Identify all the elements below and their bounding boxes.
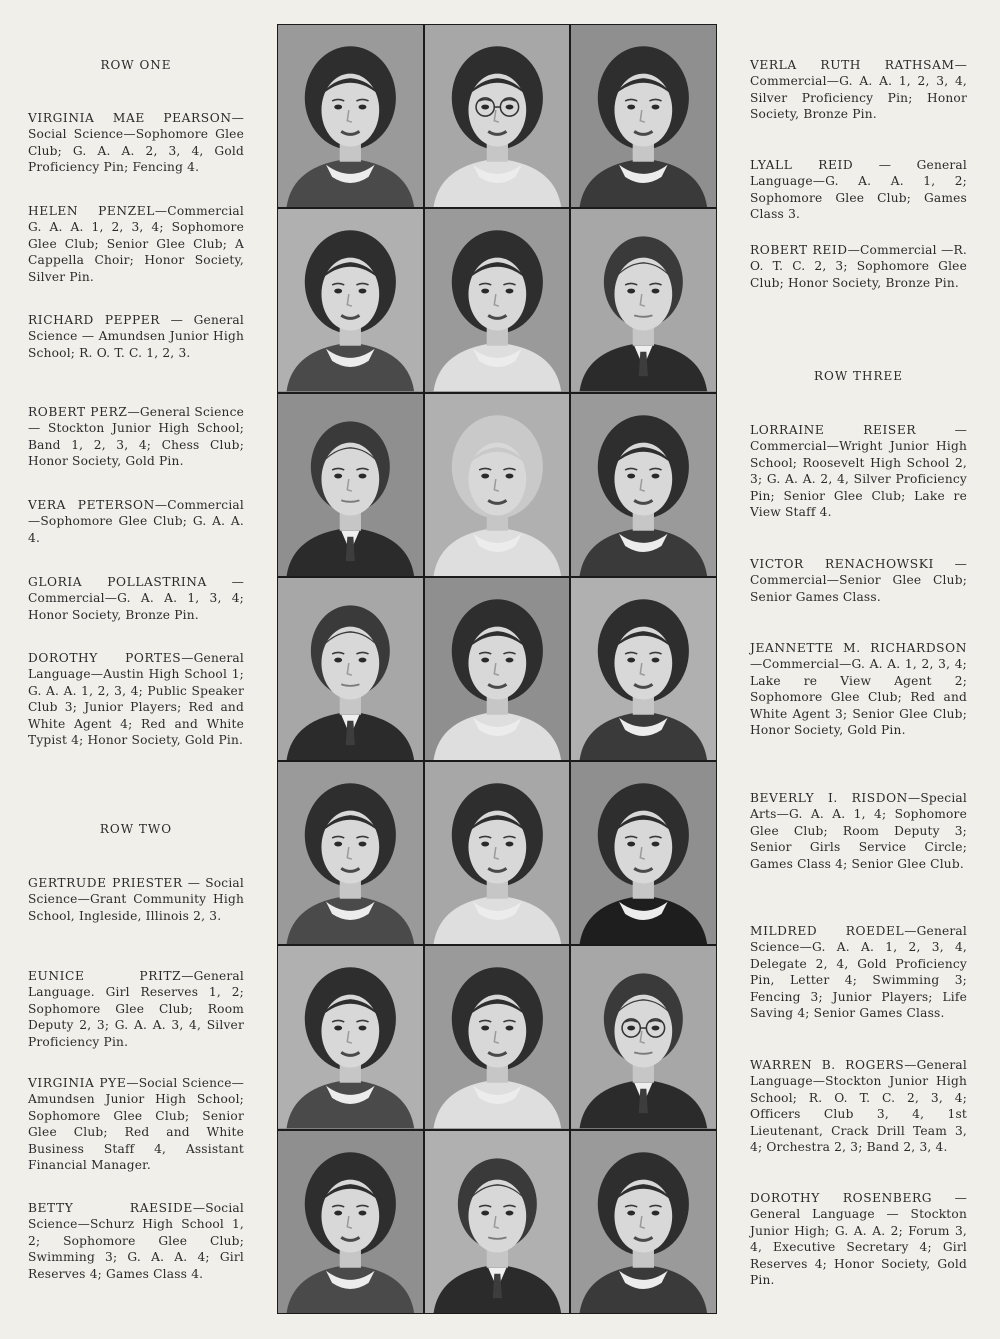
entry-lyall-reid	[750, 157, 967, 223]
entry-details: —Social Science—Schurz High School 1, 2; Sophomore Glee Club; Swimming 3; G. A. A. 4; Girl Reserves 4; Games Class 4.	[28, 1201, 244, 1281]
entry-virginia-pye	[28, 1075, 244, 1173]
entry-mildred-roedel	[750, 923, 967, 1021]
entry-verla-ruth-rathsam	[750, 57, 967, 123]
entry-jeannette-m-richardson	[750, 640, 967, 738]
entry-name: VERLA RUTH RATHSAM	[750, 58, 955, 72]
entry-name: RICHARD PEPPER	[28, 313, 161, 327]
entry-details: — Commercial—Wright Junior High School; Roosevelt High School 2, 3; G. A. A. 2, 4, Silver Proficiency Pin; Senior Glee Club; Lake re View Staff 4.	[750, 423, 967, 520]
student-portrait	[278, 209, 423, 391]
student-portrait	[278, 1131, 423, 1313]
entry-details: —General Science — Stockton Junior High School; Band 1, 2, 3, 4; Chess Club; Honor Society, Gold Pin.	[28, 405, 245, 469]
entry-name: GLORIA POLLASTRINA	[28, 575, 207, 589]
entry-eunice-pritz	[28, 968, 244, 1050]
entry-details: — General Language — Stockton Junior High; G. A. A. 2; Forum 3, 4, Executive Secretary 4; Girl Reserves 4; Honor Society, Gold Pin.	[750, 1191, 967, 1288]
entry-details: —General Language. Girl Reserves 1, 2; Sophomore Glee Club; Room Deputy 2, 3; G. A. A. 3, 4, Silver Proficiency Pin.	[28, 969, 244, 1049]
entry-name: VIRGINIA PYE	[28, 1076, 127, 1090]
entry-betty-raeside	[28, 1200, 244, 1282]
entry-details: —Commercial G. A. A. 1, 2, 3, 4; Sophomore Glee Club; Senior Glee Club; A Cappella Choir; Honor Society, Silver Pin.	[28, 204, 244, 284]
entry-name: LYALL REID	[750, 158, 854, 172]
entry-details: —Commercial—G. A. A. 1, 2, 3, 4; Lake re View Agent 2; Sophomore Glee Club; Red and White Agent 3; Senior Glee Club; Honor Society, Gold Pin.	[750, 657, 967, 738]
student-portrait	[571, 25, 716, 207]
entry-name: DOROTHY ROSENBERG	[750, 1191, 933, 1205]
entry-details: —General Science—G. A. A. 1, 2, 3, 4, Delegate 2, 4, Gold Proficiency Pin, Letter 4; Swimming 3; Fencing 3; Junior Players; Life Saving 4; Senior Games Class.	[750, 924, 967, 1021]
entry-name: ROBERT PERZ	[28, 405, 128, 419]
entry-name: LORRAINE REISER	[750, 423, 917, 437]
entry-details: — General Language—G. A. A. 1, 2; Sophomore Glee Club; Games Class 3.	[750, 158, 967, 222]
student-portrait	[278, 25, 423, 207]
portrait-grid	[277, 24, 717, 1314]
entry-name: ROBERT REID	[750, 243, 848, 257]
entry-details: — General Science — Amundsen Junior High School; R. O. T. C. 1, 2, 3.	[28, 313, 244, 360]
student-portrait	[425, 394, 570, 576]
entry-robert-reid	[750, 242, 967, 291]
entry-dorothy-portes	[28, 650, 244, 748]
student-portrait	[571, 1131, 716, 1313]
entry-vera-peterson	[28, 497, 244, 546]
entry-details: — Commercial—Senior Glee Club; Senior Games Class.	[750, 557, 967, 604]
student-portrait	[571, 394, 716, 576]
entry-beverly-i-risdon	[750, 790, 967, 872]
student-portrait	[425, 25, 570, 207]
entry-name: HELEN PENZEL	[28, 204, 155, 218]
entry-name: VIRGINIA MAE PEARSON	[28, 111, 232, 125]
entry-name: BEVERLY I. RISDON	[750, 791, 908, 805]
student-portrait	[278, 394, 423, 576]
entry-gertrude-priester	[28, 875, 244, 924]
student-portrait	[278, 762, 423, 944]
entry-details: —Social Science—Amundsen Junior High School; Sophomore Glee Club; Senior Glee Club; Red and White Business Staff 4, Assistant Financial Manager.	[28, 1076, 245, 1173]
row-one-heading: ROW ONE	[100, 58, 172, 72]
entry-details: —Special Arts—G. A. A. 1, 4; Sophomore Glee Club; Room Deputy 3; Senior Girls Service Circle; Games Class 4; Senior Glee Club.	[750, 791, 967, 871]
entry-name: MILDRED ROEDEL	[750, 924, 905, 938]
entry-name: JEANNETTE M. RICHARDSON	[750, 641, 967, 655]
entry-dorothy-rosenberg	[750, 1190, 967, 1288]
entry-name: DOROTHY PORTES	[28, 651, 182, 665]
entry-helen-penzel	[28, 203, 244, 285]
entry-details: —Social Science—Sophomore Glee Club; G. A. A. 2, 3, 4, Gold Proficiency Pin; Fencing 4.	[28, 111, 244, 175]
student-portrait	[571, 209, 716, 391]
entry-name: GERTRUDE PRIESTER	[28, 876, 183, 890]
entry-robert-perz	[28, 404, 244, 470]
student-portrait	[571, 578, 716, 760]
entry-details: —Commercial —R. O. T. C. 2, 3; Sophomore Glee Club; Honor Society, Bronze Pin.	[750, 243, 967, 290]
entry-name: EUNICE PRITZ	[28, 969, 182, 983]
entry-name: VICTOR RENACHOWSKI	[750, 557, 934, 571]
entry-details: — Social Science—Grant Community High School, Ingleside, Illinois 2, 3.	[28, 876, 244, 923]
entry-victor-renachowski	[750, 556, 967, 605]
entry-virginia-mae-pearson	[28, 110, 244, 176]
entry-name: WARREN B. ROGERS	[750, 1058, 905, 1072]
student-portrait	[425, 946, 570, 1128]
entry-richard-pepper	[28, 312, 244, 361]
entry-details: —General Language—Austin High School 1; G. A. A. 1, 2, 3, 4; Public Speaker Club 3; Junior Players; Red and White Agent 4; Red and White Typist 4; Honor Society, Gold Pin.	[28, 651, 244, 748]
student-portrait	[425, 1131, 570, 1313]
entry-gloria-pollastrina	[28, 574, 244, 623]
entry-details: —Commercial—Sophomore Glee Club; G. A. A. 4.	[28, 498, 244, 545]
student-portrait	[571, 762, 716, 944]
entry-name: VERA PETERSON	[28, 498, 155, 512]
student-portrait	[278, 578, 423, 760]
student-portrait	[425, 762, 570, 944]
student-portrait	[425, 578, 570, 760]
entry-details: — Commercial—G. A. A. 1, 3, 4; Honor Society, Bronze Pin.	[28, 575, 244, 622]
student-portrait	[425, 209, 570, 391]
entry-details: —General Language—Stockton Junior High School; R. O. T. C. 2, 3, 4; Officers Club 3, 4, 1st Lieutenant, Crack Drill Team 3, 4; Orchestra 2, 3; Band 2, 3, 4.	[750, 1058, 967, 1155]
student-portrait	[571, 946, 716, 1128]
row-three-heading: ROW THREE	[813, 369, 904, 383]
row-two-heading: ROW TWO	[99, 822, 173, 836]
entry-details: —Commercial—G. A. A. 1, 2, 3, 4, Silver Proficiency Pin; Honor Society, Bronze Pin.	[750, 58, 967, 122]
student-portrait	[278, 946, 423, 1128]
entry-lorraine-reiser	[750, 422, 967, 520]
entry-name: BETTY RAESIDE	[28, 1201, 193, 1215]
entry-warren-b-rogers	[750, 1057, 967, 1155]
